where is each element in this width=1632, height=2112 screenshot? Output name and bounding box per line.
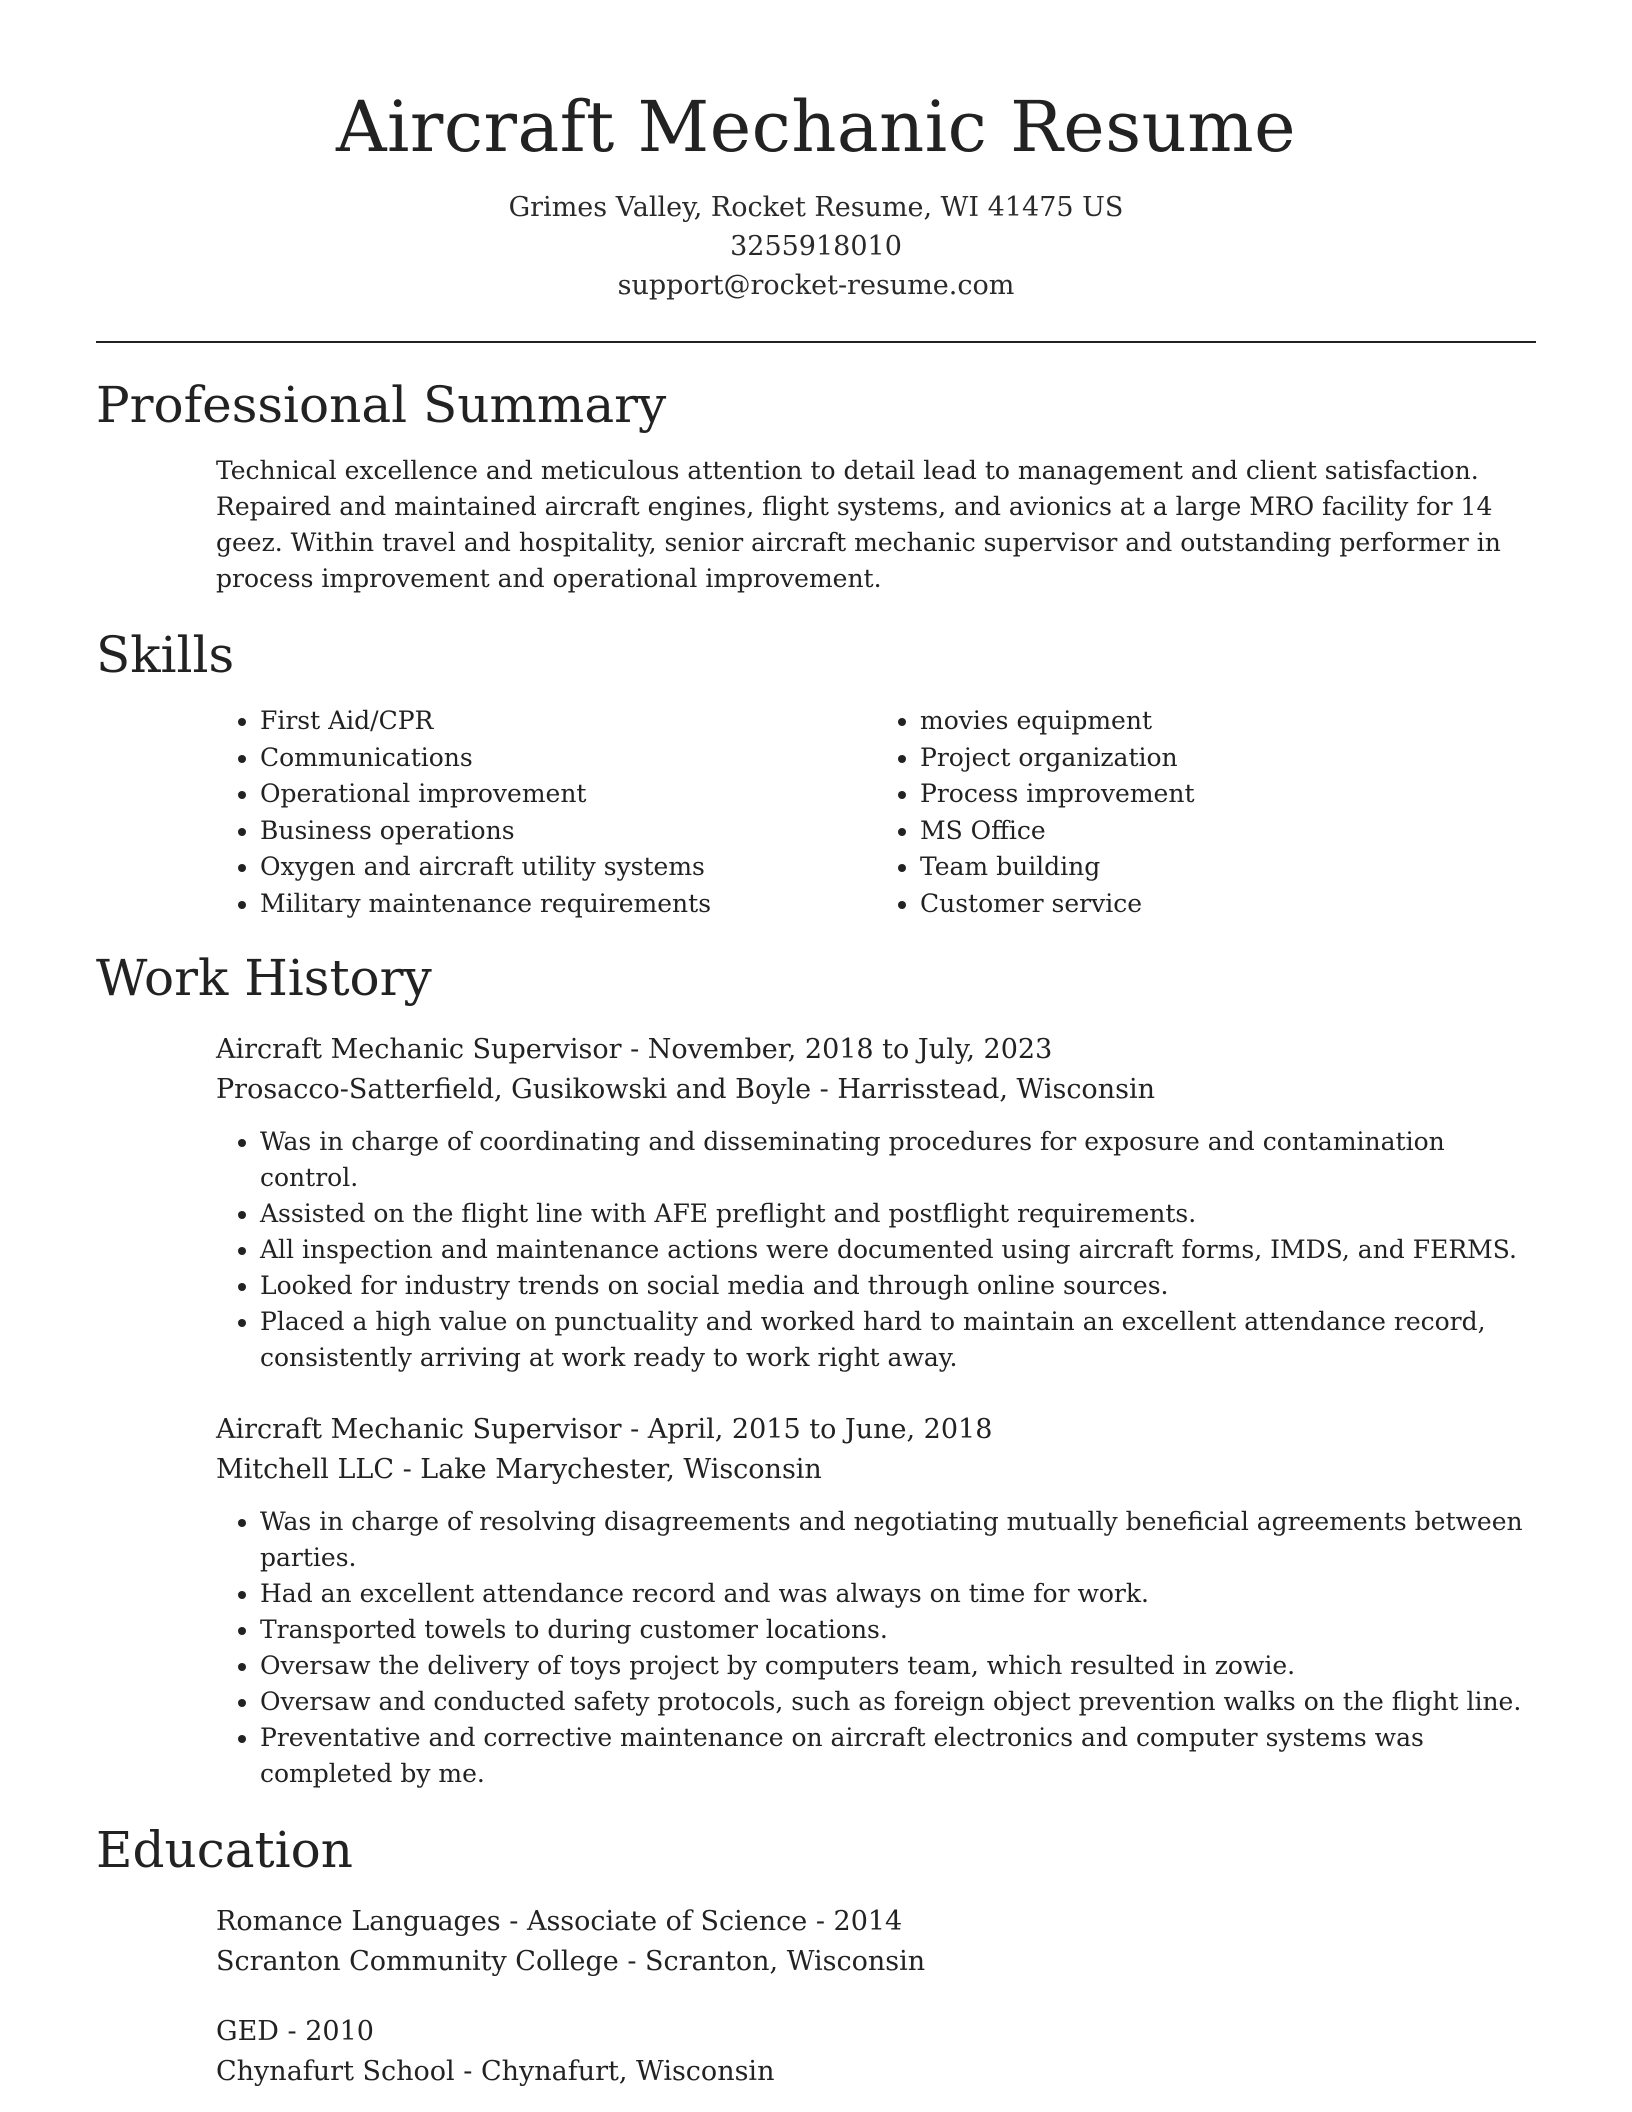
contact-phone: 3255918010 <box>730 231 902 262</box>
skills-list-left <box>216 703 876 922</box>
education-entry <box>216 2012 1536 2092</box>
skills-list-right <box>876 703 1536 922</box>
job-bullet: • Assisted on the flight line with AFE preflight and postflight requirements. <box>260 1196 1536 1232</box>
job-entry <box>216 1030 1536 1376</box>
job-bullet: • Placed a high value on punctuality and worked hard to maintain an excellent attendance record, consistently arriving at work ready to work right away. <box>260 1304 1536 1376</box>
job-bullet: • Preventative and corrective maintenance on aircraft electronics and computer systems was completed by me. <box>260 1720 1536 1792</box>
skill-item: • Military maintenance requirements <box>260 886 876 923</box>
education-degree-line: Romance Languages - Associate of Science - 2014 <box>216 1906 903 1937</box>
work-history-section <box>96 1030 1536 1792</box>
job-entry <box>216 1410 1536 1792</box>
job-bullet: • Oversaw the delivery of toys project by computers team, which resulted in zowie. <box>260 1648 1536 1684</box>
skill-item: • Team building <box>920 849 1536 886</box>
skill-item: • Operational improvement <box>260 776 876 813</box>
job-bullet: • All inspection and maintenance actions were documented using aircraft forms, IMDS, and FERMS. <box>260 1232 1536 1268</box>
work-history-heading: Work History <box>96 949 432 1007</box>
skill-item: • Customer service <box>920 886 1536 923</box>
job-role-line: Aircraft Mechanic Supervisor - April, 2015 to June, 2018 <box>216 1414 993 1445</box>
education-school-line: Chynafurt School - Chynafurt, Wisconsin <box>216 2056 775 2087</box>
education-degree-line: GED - 2010 <box>216 2016 374 2047</box>
job-company-line: Prosacco-Satterfield, Gusikowski and Boyle - Harrisstead, Wisconsin <box>216 1074 1155 1105</box>
education-heading: Education <box>96 1821 353 1879</box>
skills-heading: Skills <box>96 626 235 684</box>
skill-item: • Oxygen and aircraft utility systems <box>260 849 876 886</box>
skill-item: • movies equipment <box>920 703 1536 740</box>
resume-header <box>96 0 1536 305</box>
job-bullet: • Had an excellent attendance record and was always on time for work. <box>260 1576 1536 1612</box>
contact-address: Grimes Valley, Rocket Resume, WI 41475 US <box>508 192 1124 223</box>
contact-email: support@rocket-resume.com <box>617 270 1015 301</box>
skill-item: • Business operations <box>260 813 876 850</box>
job-bullet: • Looked for industry trends on social media and through online sources. <box>260 1268 1536 1304</box>
education-school-line: Scranton Community College - Scranton, Wisconsin <box>216 1946 926 1977</box>
education-entry <box>216 1902 1536 1982</box>
skill-item: • MS Office <box>920 813 1536 850</box>
job-role-line: Aircraft Mechanic Supervisor - November, 2018 to July, 2023 <box>216 1034 1053 1065</box>
skill-item: • First Aid/CPR <box>260 703 876 740</box>
resume-title: Aircraft Mechanic Resume <box>335 86 1297 168</box>
job-bullet: • Was in charge of coordinating and disseminating procedures for exposure and contamination control. <box>260 1124 1536 1196</box>
skill-item: • Communications <box>260 740 876 777</box>
skill-item: • Process improvement <box>920 776 1536 813</box>
job-company-line: Mitchell LLC - Lake Marychester, Wisconsin <box>216 1454 822 1485</box>
skills-grid <box>216 703 1536 922</box>
job-bullets <box>216 1124 1536 1376</box>
summary-heading: Professional Summary <box>96 376 667 434</box>
contact-block <box>96 188 1536 305</box>
summary-text: Technical excellence and meticulous attention to detail lead to management and client satisfaction. Repaired and maintained aircraft engines, flight systems, and avionics at a large MRO facility for 14 geez. Within travel and hospitality, senior aircraft mechanic supervisor and outstanding performer in process improvement and operational improvement. <box>216 456 1501 593</box>
summary-section <box>96 453 1536 597</box>
job-bullet: • Transported towels to during customer locations. <box>260 1612 1536 1648</box>
skills-section <box>96 703 1536 922</box>
skill-item: • Project organization <box>920 740 1536 777</box>
education-section <box>96 1902 1536 2092</box>
job-bullets <box>216 1504 1536 1792</box>
job-bullet: • Was in charge of resolving disagreements and negotiating mutually beneficial agreements between parties. <box>260 1504 1536 1576</box>
header-divider <box>96 341 1536 343</box>
job-bullet: • Oversaw and conducted safety protocols, such as foreign object prevention walks on the flight line. <box>260 1684 1536 1720</box>
